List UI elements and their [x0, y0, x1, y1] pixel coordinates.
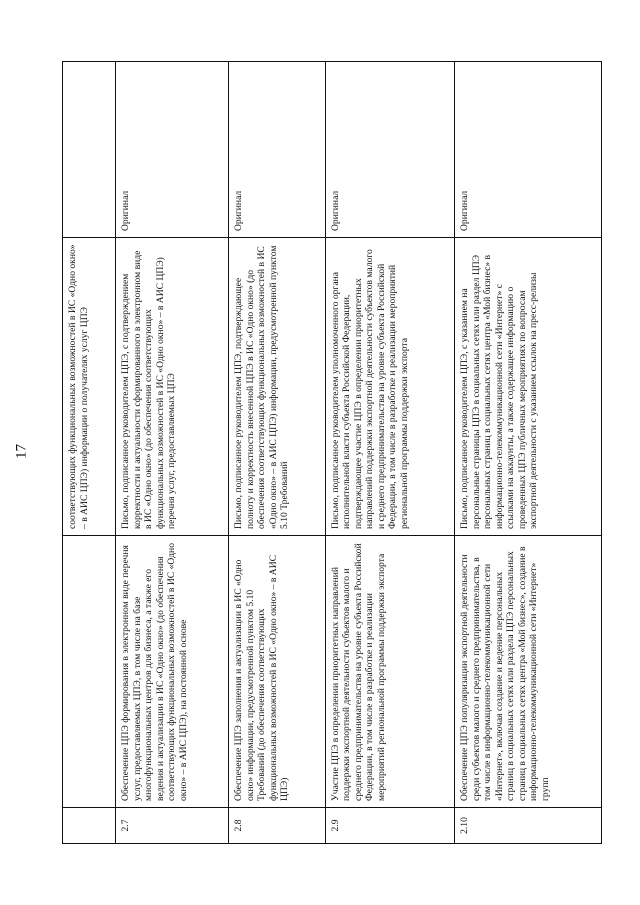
cell-document: Письмо, подписанное руководителем ЦПЭ, с указанием на персональные страницы ЦПЭ в социальных сетях или раздел ЦПЭ персональных страниц в социальных сетях центра «Мой бизнес» в информационно-телекоммуникационной сети «Интернет» с ссылками на аккаунты, а также содержащее информацию о проведенных ЦПЭ публичных мероприятиях по вопросам экспортной деятельности с указанием ссылок на пресс-релизы [455, 238, 602, 536]
cell-form-empty [63, 62, 116, 238]
page-number: 17 [13, 444, 30, 459]
table-area [62, 62, 602, 844]
cell-num: 2.7 [116, 808, 229, 844]
rotated-table-wrapper [62, 62, 602, 844]
table-row [455, 62, 602, 844]
table-row-continuation [63, 62, 116, 844]
table-row [325, 62, 455, 844]
table-row [229, 62, 325, 844]
cell-description: Обеспечение ЦПЭ заполнения и актуализации в ИС «Одно окно» информации, предусмотренной пунктом 5.10 Требований (до обеспечения соответствующих функциональных возможностей в ИС «Одно окно» – в АИС ЦПЭ) [229, 536, 325, 808]
cell-description: Обеспечение ЦПЭ формирования в электронном виде перечня услуг, предоставляемых ЦПЭ, в том числе на базе многофункциональных центров для бизнеса, а также его ведения и актуализации в ИС «Одно окно» (до обеспечения соответствующих функциональных возможностей в ИС «Одно окно» – в АИС ЦПЭ), на постоянной основе [116, 536, 229, 808]
requirements-table [62, 61, 602, 844]
cell-form: Оригинал [455, 62, 602, 238]
cell-document: соответствующих функциональных возможностей в ИС «Одно окно» – в АИС ЦПЭ) информации о получателях услуг ЦПЭ [63, 238, 116, 536]
cell-description: Обеспечение ЦПЭ популяризации экспортной деятельности среди субъектов малого и среднего предпринимательства, в том числе в информационно-телекоммуникационной сети «Интернет», включая создание и ведение персональных страниц в социальных сетях или раздела ЦПЭ персональных страниц в социальных сетях центра «Мой бизнес», создание в информационно-телекоммуникационной сети «Интернет» групп [455, 536, 602, 808]
cell-form: Оригинал [325, 62, 455, 238]
cell-form: Оригинал [229, 62, 325, 238]
table-row [116, 62, 229, 844]
cell-num-empty [63, 808, 116, 844]
cell-description: Участие ЦПЭ в определении приоритетных направлений поддержки экспортной деятельности субъектов малого и среднего предпринимательства на уровне субъекта Российской Федерации, в том числе в разработке и реализации мероприятий региональной программы поддержки экспорта [325, 536, 455, 808]
cell-form: Оригинал [116, 62, 229, 238]
cell-document: Письмо, подписанное руководителем ЦПЭ, с подтверждением корректности и актуальности сформированного в электронном виде в ИС «Одно окно» (до обеспечения соответствующих функциональных возможностей в ИС «Одно окно» – в АИС ЦПЭ) перечня услуг, предоставляемых ЦПЭ [116, 238, 229, 536]
cell-document: Письмо, подписанное руководителем ЦПЭ, подтверждающее полноту и корректность внесенной ЦПЭ в ИС «Одно окно» (до обеспечения соответствующих функциональных возможностей в ИС «Одно окно» – в АИС ЦПЭ) информации, предусмотренной пунктом 5.10 Требований [229, 238, 325, 536]
cell-description-empty [63, 536, 116, 808]
cell-num: 2.8 [229, 808, 325, 844]
cell-document: Письмо, подписанное руководителем уполномоченного органа исполнительной власти субъекта Российской Федерации, подтверждающее участие ЦПЭ в определении приоритетных направлений поддержки экспортной деятельности субъектов малого и среднего предпринимательства на уровне субъекта Российской Федерации, в том числе в разработке и реализации мероприятий региональной программы поддержки экспорта [325, 238, 455, 536]
cell-num: 2.9 [325, 808, 455, 844]
cell-num: 2.10 [455, 808, 602, 844]
